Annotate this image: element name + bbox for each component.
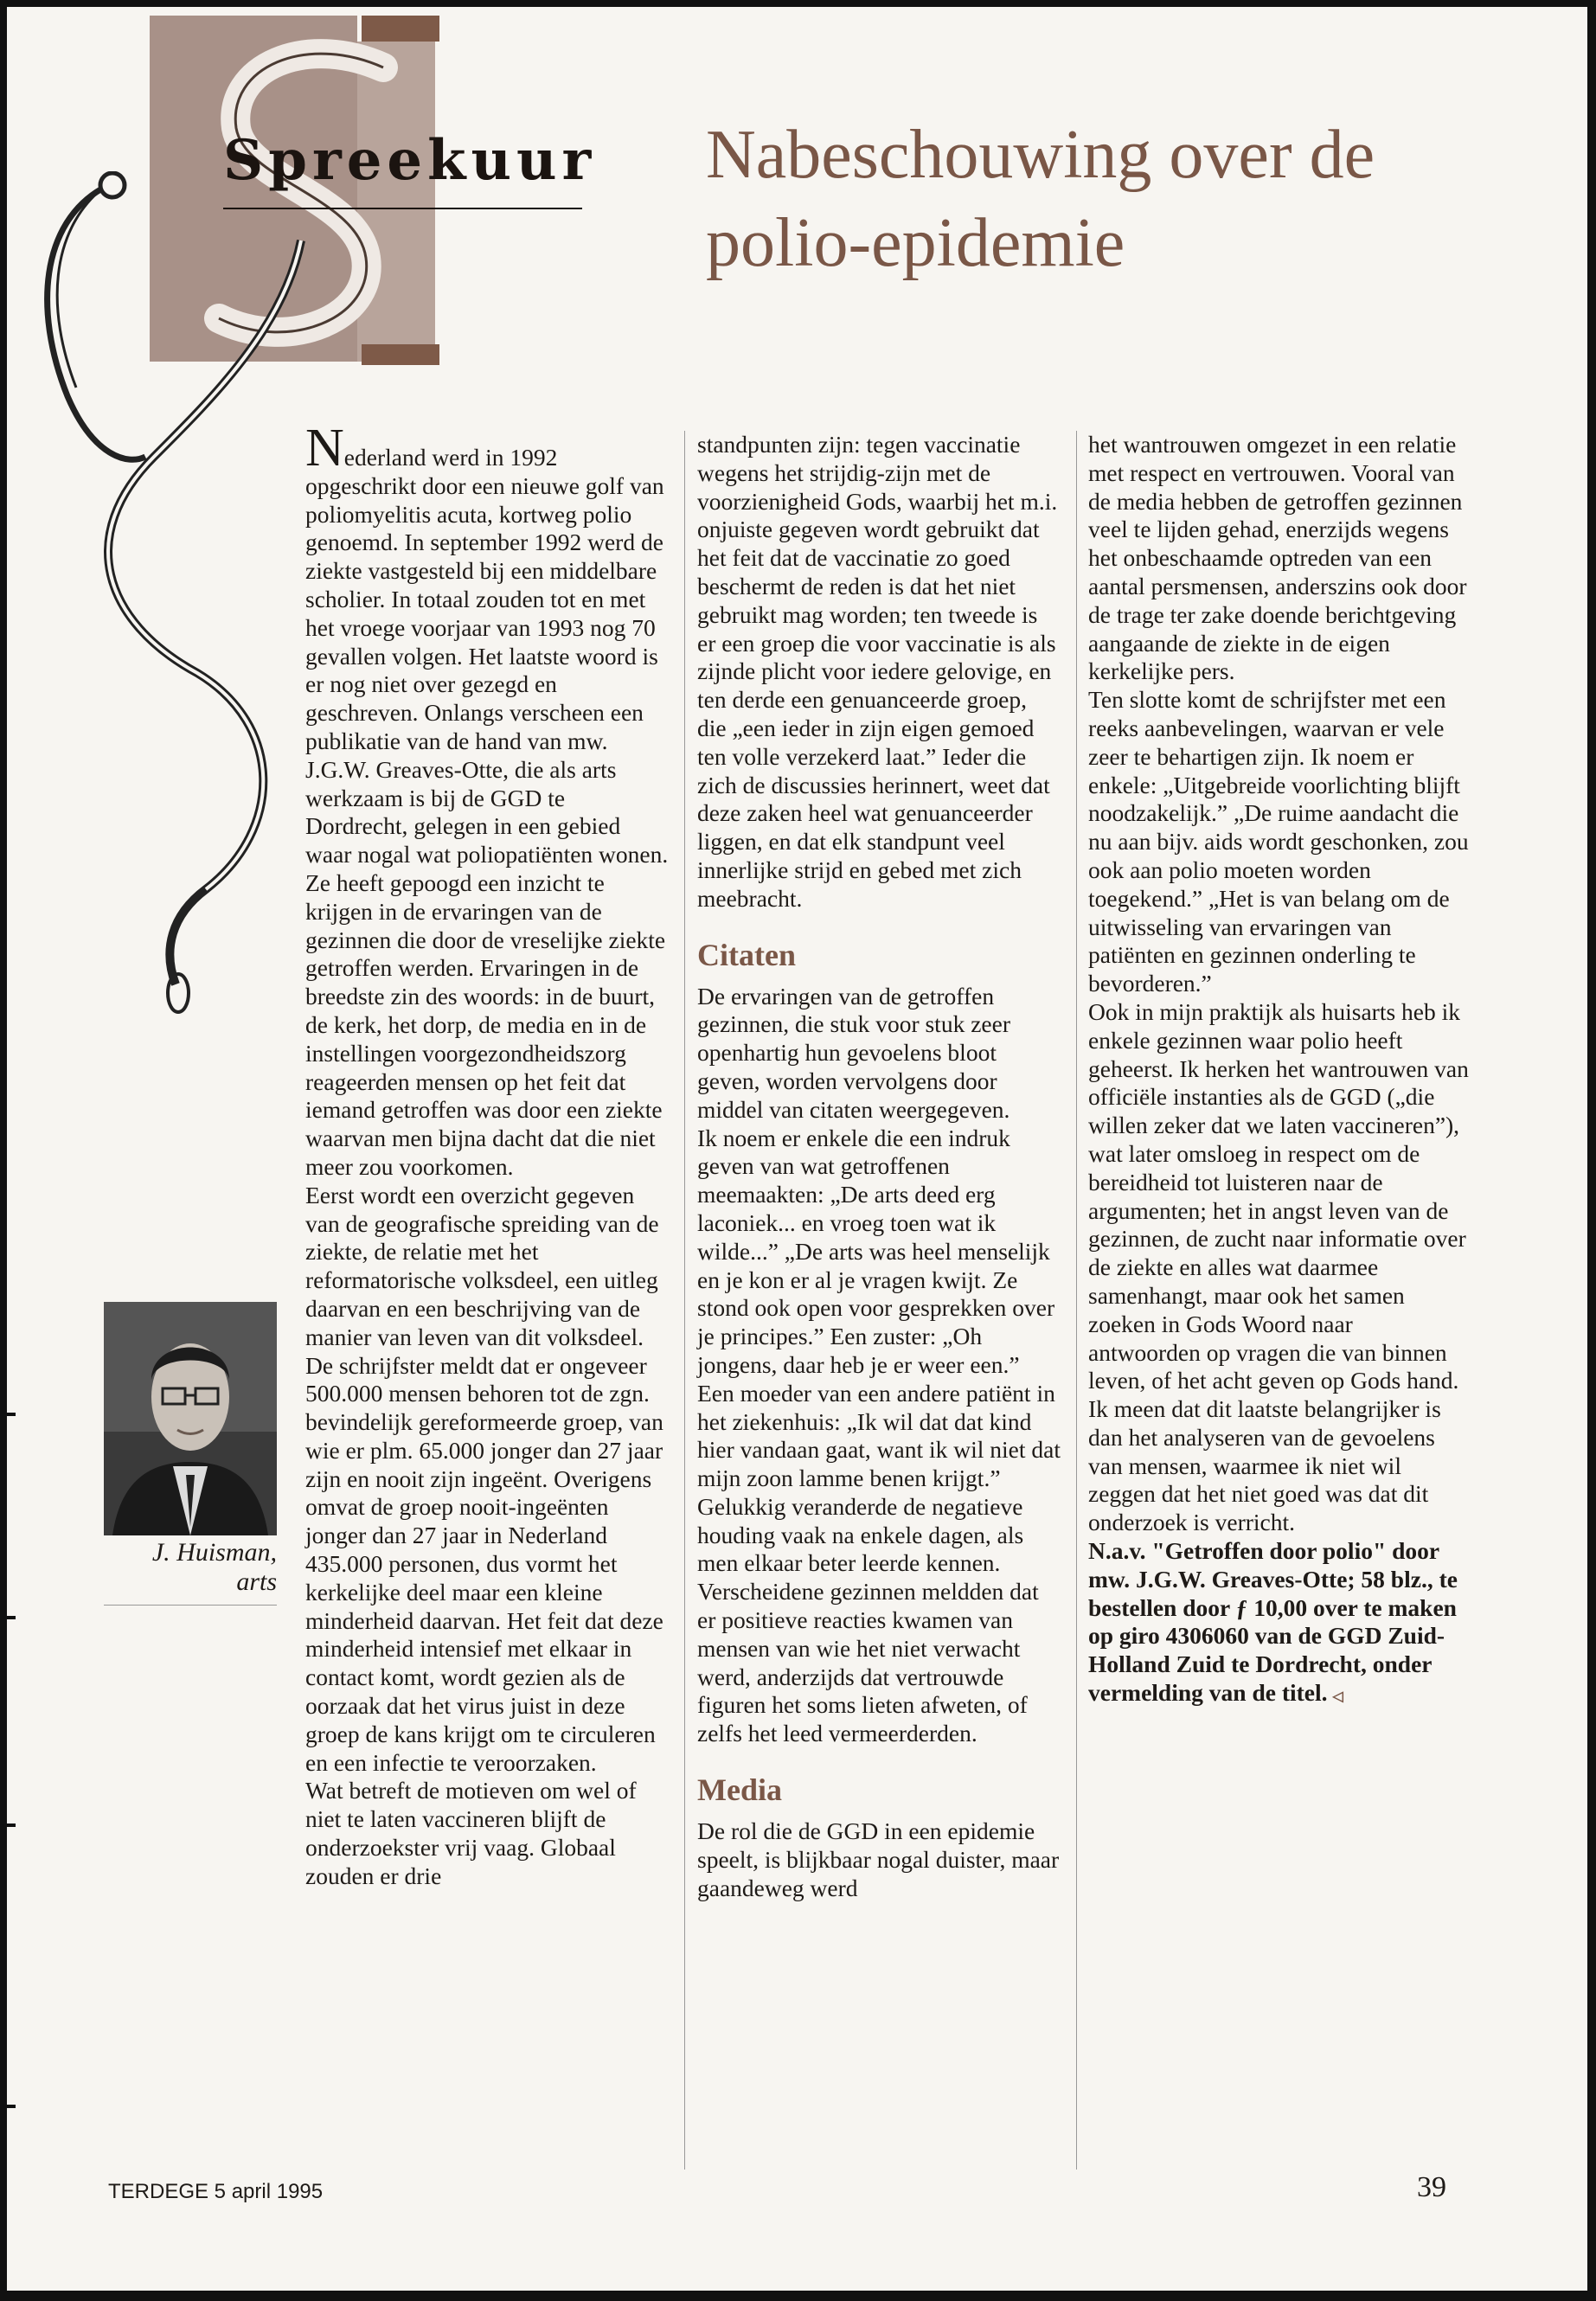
page-number: 39 xyxy=(1417,2171,1446,2203)
author-photo xyxy=(104,1302,277,1535)
scan-margin-mark xyxy=(7,1823,16,1827)
paragraph: Wat betreft de motieven om wel of niet te laten vaccineren blijft de onderzoekster vrij vaag. Globaal zouden er drie xyxy=(305,1777,637,1889)
subheading-citaten: Citaten xyxy=(697,937,796,972)
paragraph: standpunten zijn: tegen vaccinatie wegens het strijdig-zijn met de voorzienigheid Gods, waarbij het m.i. onjuiste gegeven wordt gebruikt dat het feit dat de vaccinatie zo goed beschermt de reden is dat het niet gebruikt mag worden; ten tweede is er een groep die voor vaccinatie is als zijnde plicht voor iedere gelovige, en ten derde een genuanceerde groep, die „een ieder in zijn eigen gemoed ten volle verzekerd laat.” Ieder die zich de discussies herinnert, weet dat deze zaken heel wat genuanceerder liggen, en dat elk standpunt veel innerlijke strijd en gebed met zich meebracht. xyxy=(697,431,1058,912)
paragraph: Ook in mijn praktijk als huisarts heb ik enkele gezinnen waar polio heeft geheerst. Ik herken het wantrouwen van officiële instanties als de GGD („die willen zeker dat we laten vaccineren”), wat later omsloeg in respect om de bereidheid tot luisteren naar de argumenten; het in angst leven van de gezinnen, de zucht naar informatie over de ziekte en alles wat daarmee samenhangt, maar ook het samen zoeken in Gods Woord naar antwoorden op vragen die van binnen leven, of het acht geven op Gods hand. Ik meen dat dit laatste belangrijker is dan het analyseren van de gevoelens van mensen, waarmee ik niet wil zeggen dat het niet goed was dat dit onderzoek is verricht. xyxy=(1088,997,1469,1536)
drop-cap: N xyxy=(305,419,344,478)
headline-line-1: Nabeschouwing over de xyxy=(706,117,1375,193)
author-caption xyxy=(95,1538,277,1597)
scan-margin-mark xyxy=(7,1616,16,1619)
paragraph-text: ederland werd in 1992 opgeschrikt door een nieuwe golf van poliomyelitis acuta, kortweg polio genoemd. In september 1992 werd de ziekte vastgesteld bij een middelbare scholier. In totaal zouden tot en met het vroege voorjaar van 1993 nog 70 gevallen volgen. Het laatste woord is er nog niet over gezegd en geschreven. Onlangs verscheen een publikatie van de hand van mw. J.G.W. Greaves-Otte, die als arts werkzaam is bij de GGD te Dordrecht, gelegen in een gebied waar nogal wat poliopatiënten wonen. Ze heeft gepoogd een inzicht te krijgen in de ervaringen van de gezinnen die door de vreselijke ziekte getroffen werden. Ervaringen in de breedste zin des woords: in de buurt, de kerk, het dorp, de media en in de instellingen voorgezondheidszorg reageerden mensen op het feit dat iemand getroffen was door een ziekte waarvan men bijna dacht dat die niet meer zou voorkomen. xyxy=(305,444,669,1180)
paragraph: Ik noem er enkele die een indruk geven van wat getroffenen meemaakten: „De arts deed erg laconiek... en vroeg toen wat ik wilde...” „De arts was heel menselijk en je kon er al je vragen kwijt. Ze stond ook open voor gesprekken over je principes.” Een zuster: „Oh jongens, daar heb je er weer een.” Een moeder van een andere patiënt in het ziekenhuis: „Ik wil dat dat kind hier vandaan gaat, want ik wil niet dat mijn zoon lamme benen krijgt.” Gelukkig veranderde de negatieve houding vaak na enkele dagen, als men elkaar beter leerde kennen. Verscheidene gezinnen meldden dat er positieve reacties kwamen van mensen van wie het niet verwacht werd, anderzijds dat vertrouwde figuren het soms lieten afweten, of zelfs het leed vermeerderden. xyxy=(697,1124,1061,1747)
article-column-1 xyxy=(305,419,669,1891)
paragraph: De ervaringen van de getroffen gezinnen, die stuk voor stuk zeer openhartig hun gevoelens bloot geven, worden vervolgens door middel van citaten weergegeven. xyxy=(697,982,1010,1123)
end-of-article-icon: ◁ xyxy=(1332,1689,1343,1705)
scan-margin-mark xyxy=(7,1413,16,1416)
book-reference-note xyxy=(1088,1537,1469,1712)
paragraph: het wantrouwen omgezet in een relatie met respect en vertrouwen. Vooral van de media hebben de getroffen gezinnen veel te lijden gehad, enerzijds wegens het onbeschaamde optreden van een aantal persmensen, anderszins ook door de trage ter zake doende berichtgeving aangaande de ziekte in de eigen kerkelijke pers. xyxy=(1088,431,1467,685)
scan-margin-mark xyxy=(7,2105,16,2108)
article-column-3 xyxy=(1088,431,1469,1712)
caption-rule xyxy=(104,1605,277,1606)
headline-line-2: polio-epidemie xyxy=(706,205,1125,281)
author-name: J. Huisman, xyxy=(151,1538,277,1567)
article-column-2 xyxy=(697,431,1061,1902)
paragraph: Eerst wordt een overzicht gegeven van de geografische spreiding van de ziekte, de relatie met het reformatorische volksdeel, een uitleg daarvan en een beschrijving van de manier van leven van dit volksdeel. De schrijfster meldt dat er ongeveer 500.000 mensen behoren tot de zgn. bevindelijk gereformeerde groep, van wie er plm. 65.000 jonger dan 27 jaar zijn en nooit zijn ingeënt. Overigens omvat de groep nooit-ingeënten jonger dan 27 jaar in Nederland 435.000 personen, dus vormt het kerkelijke deel maar een kleine minderheid daarvan. Het feit dat deze minderheid intensief met elkaar in contact komt, wordt gezien als de oorzaak dat het virus juist in deze groep de kans krijgt om te circuleren en een infectie te veroorzaken. xyxy=(305,1181,663,1776)
subheading-media: Media xyxy=(697,1772,782,1808)
magazine-page xyxy=(7,7,1587,2291)
author-role: arts xyxy=(236,1567,277,1596)
column-divider xyxy=(1076,431,1077,2170)
column-divider xyxy=(684,431,685,2170)
paragraph: Ten slotte komt de schrijfster met een reeks aanbevelingen, waarvan er vele zeer te behartigen zijn. Ik noem er enkele: „Uitgebreide voorlichting blijft noodzakelijk.” „De ruime aandacht die nu aan bijv. aids wordt geschonken, zou ook aan polio moeten worden toegekend.” „Het is van belang om de uitwisseling van ervaringen van patiënten en gezinnen onderling te bevorderen.” xyxy=(1088,686,1469,997)
paragraph xyxy=(305,419,669,1182)
book-reference-text: N.a.v. "Getroffen door polio" door mw. J.G.W. Greaves-Otte; 58 blz., te bestellen door ƒ 10,00 over te maken op giro 4306060 van de GGD Zuid-Holland Zuid te Dordrecht, onder vermelding van de titel. xyxy=(1088,1537,1458,1707)
column-title: Spreekuur xyxy=(223,128,597,193)
publication-footer: TERDEGE 5 april 1995 xyxy=(108,2180,324,2203)
stethoscope-illustration-icon xyxy=(24,171,310,1019)
paragraph: De rol die de GGD in een epidemie speelt, is blijkbaar nogal duister, maar gaandeweg werd xyxy=(697,1817,1060,1901)
article-headline xyxy=(706,111,1536,287)
